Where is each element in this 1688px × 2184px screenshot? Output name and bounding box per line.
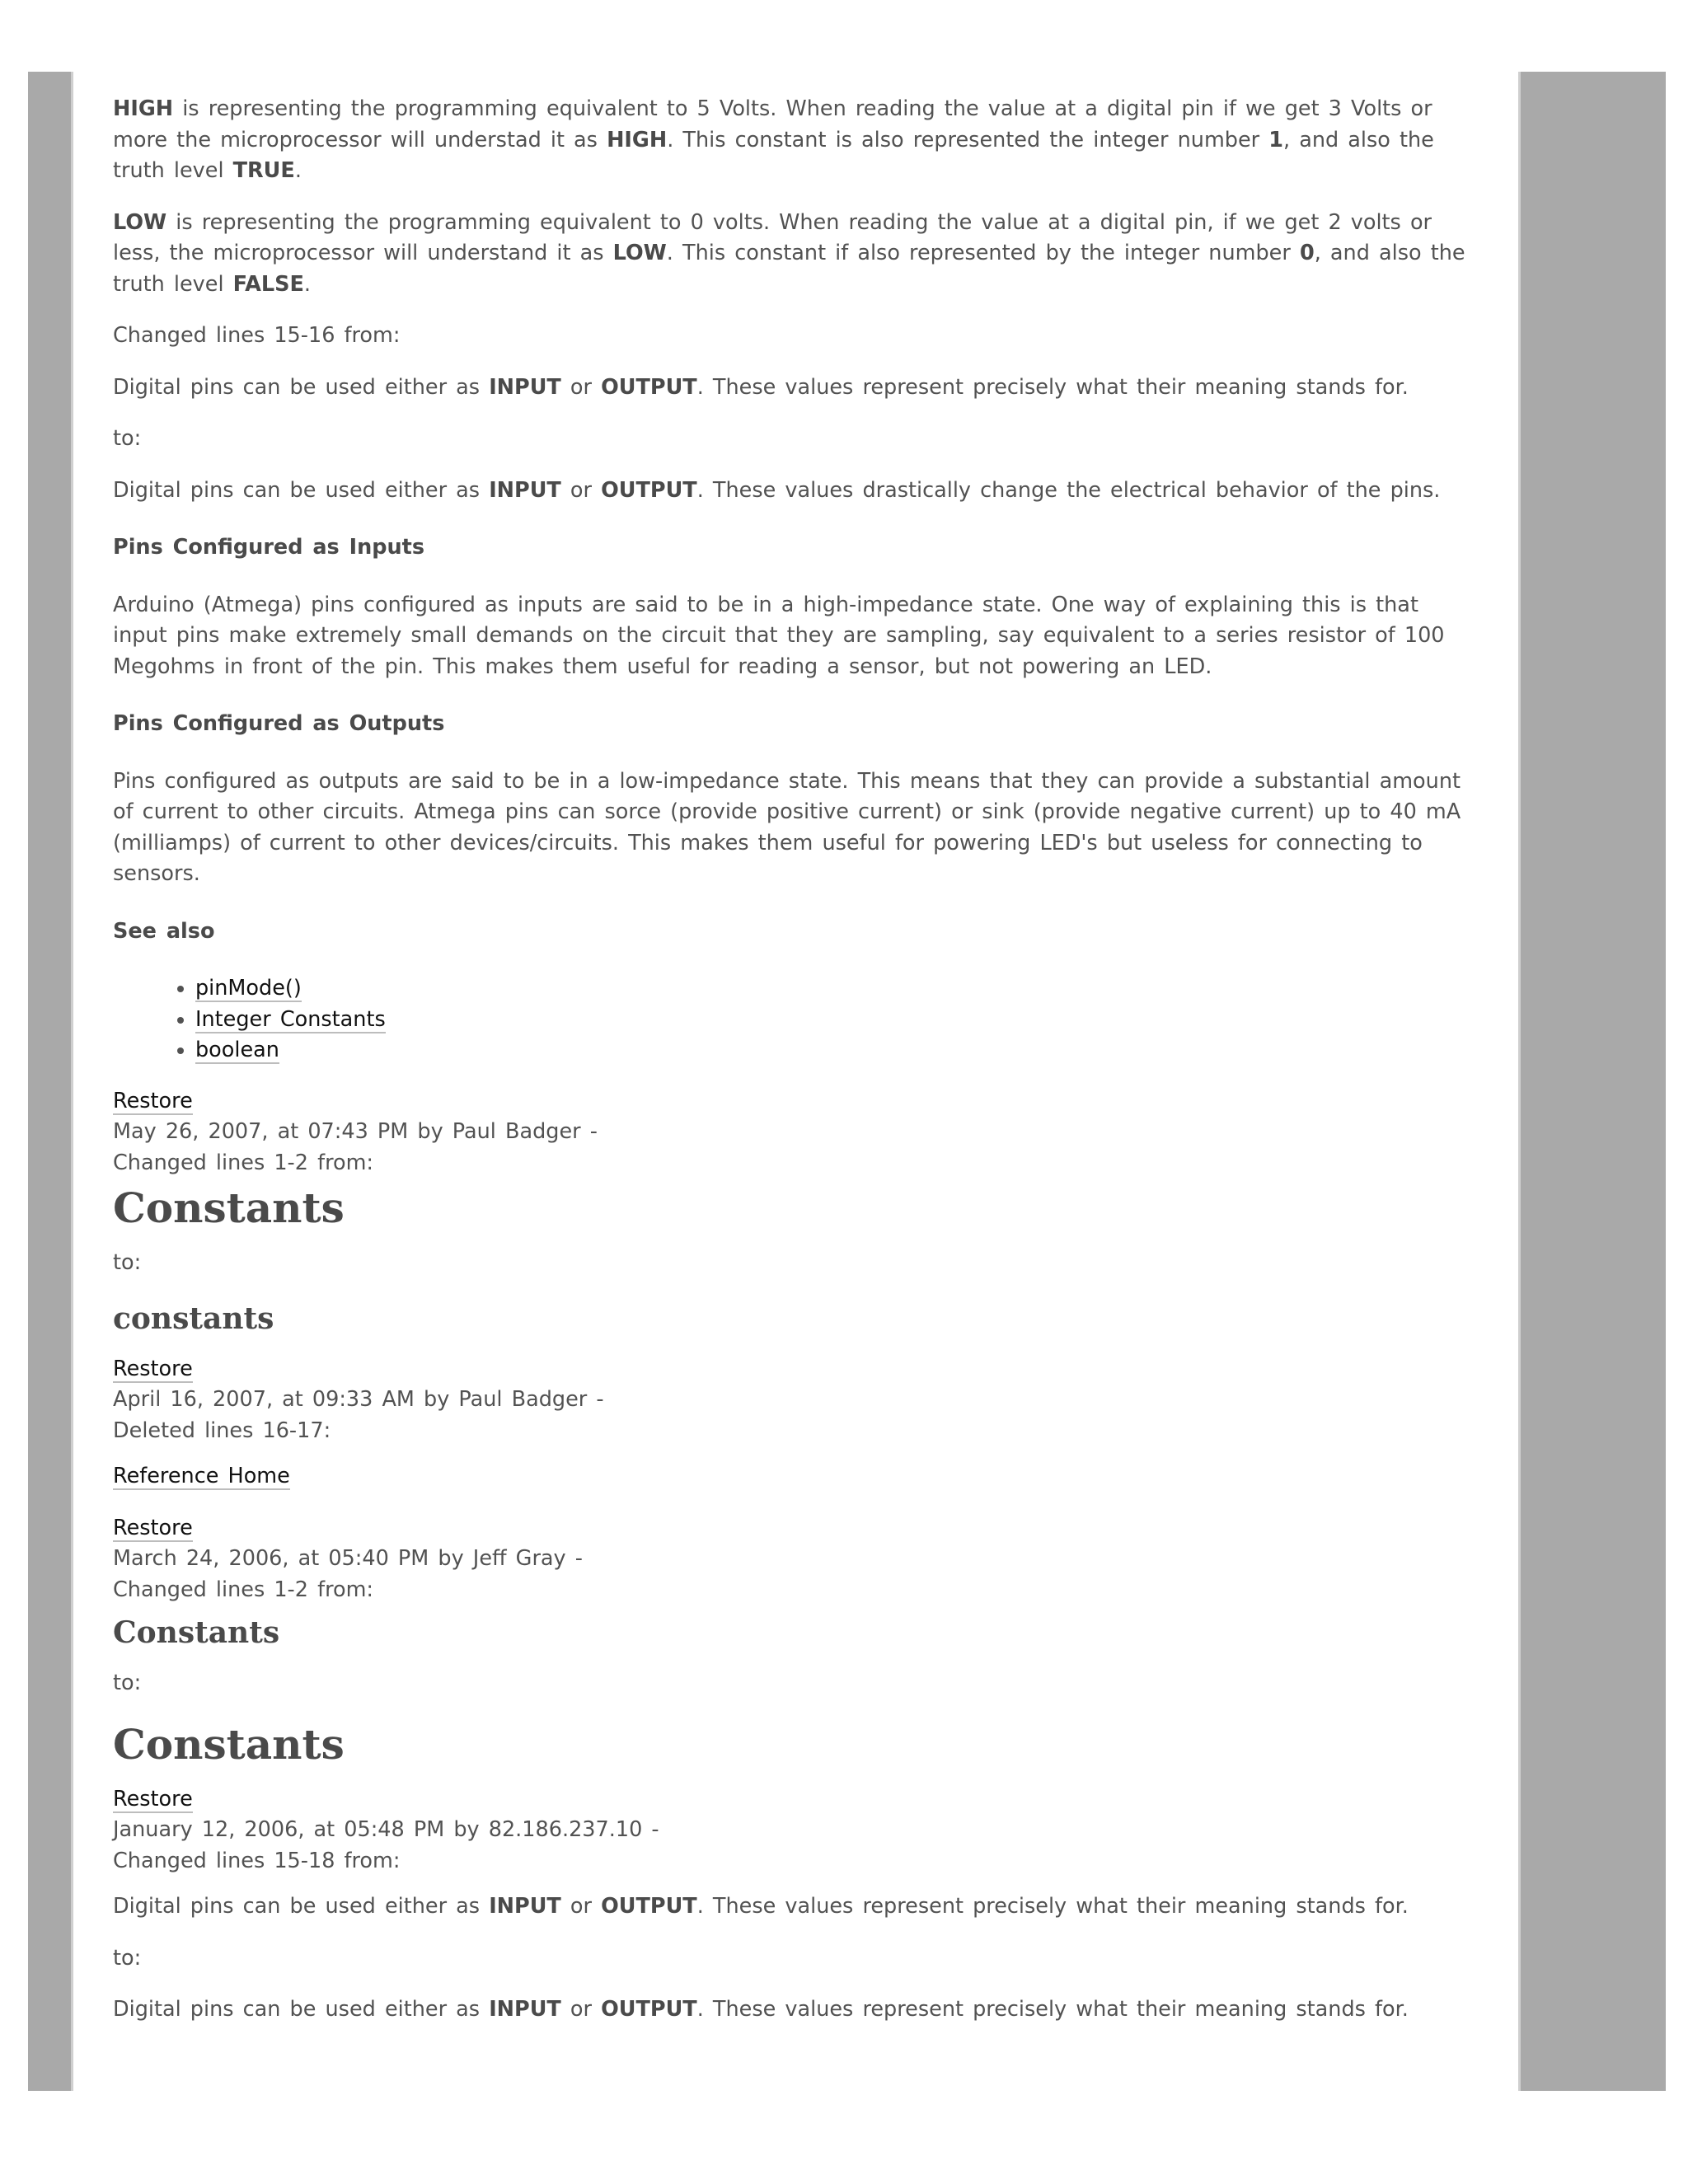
revision-meta: May 26, 2007, at 07:43 PM by Paul Badger - [113,1119,598,1144]
text-span: Digital pins can be used either as [113,374,490,400]
list-item [195,973,1477,1005]
text-span: or [560,374,602,400]
text-span: or [560,1894,602,1919]
keyword-zero: 0 [1299,241,1315,265]
keyword-input: INPUT [489,374,561,400]
keyword-low: LOW [113,209,167,235]
page-content [113,94,1477,2046]
revision-meta: January 12, 2006, at 05:48 PM by 82.186.237.10 - [113,1817,659,1842]
page-title-old: Constants [113,1183,345,1232]
text-span: Digital pins can be used either as [113,477,490,503]
text-span: Digital pins can be used either as [113,1997,490,2022]
keyword-output: OUTPUT [601,1894,697,1919]
page-title-new: constants [113,1301,274,1336]
revision-change: Changed lines 15-18 from: [113,1848,401,1873]
list-item [195,1035,1477,1066]
page-title-new: Constants [113,1719,345,1769]
restore-link[interactable]: Restore [113,1088,193,1113]
list-item [195,1005,1477,1036]
low-text-3: , and also the truth level [113,241,1465,297]
text-span: . These values represent precisely what their meaning stands for. [696,1997,1409,2022]
outputs-paragraph: Pins configured as outputs are said to be in a low-impedance state. This means that they can provide a substantial amount of current to other circuits. Atmega pins can sorce (provide positive current) or sink (provide negative current) up to 40 mA (milliamps) of current to other devices/circuits. This makes them useful for powering LED's but useless for connecting to sensors. [113,768,1461,886]
section-heading-outputs: Pins Configured as Outputs [113,711,445,736]
high-text-4: . [294,158,302,183]
change-note: Changed lines 15-16 from: [113,323,401,348]
section-heading-inputs: Pins Configured as Inputs [113,535,425,560]
revision-entry [113,1086,1477,1179]
restore-link[interactable]: Restore [113,1786,193,1811]
to-label: to: [113,1671,142,1695]
keyword-output: OUTPUT [601,374,697,400]
keyword-false: FALSE [232,271,304,297]
revision-meta: April 16, 2007, at 09:33 AM by Paul Badger - [113,1387,604,1412]
keyword-true: TRUE [232,158,295,183]
right-sidebar-bar [1518,72,1666,2091]
revision-entry [113,1784,1477,1877]
high-text-3: , and also the truth level [113,127,1434,183]
digital-pins-paragraph [113,373,1477,404]
text-span: . These values represent precisely what their meaning stands for. [696,1894,1409,1919]
digital-pins-paragraph [113,1994,1477,2026]
high-paragraph [113,94,1477,187]
inputs-paragraph: Arduino (Atmega) pins configured as inputs are said to be in a high-impedance state. One way of explaining this is that input pins make extremely small demands on the circuit that they are sampling, say equivalent to a series resistor of 100 Megohms in front of the pin. This makes them useful for reading a sensor, but not powering an LED. [113,592,1445,679]
section-heading-see-also: See also [113,918,215,944]
low-text-2: . This constant if also represented by the integer number [666,241,1300,265]
low-text-1: is representing the programming equivalent to 0 volts. When reading the value at a digital pin, if we get 2 volts or less, the microprocessor will understand it as [113,209,1432,265]
left-sidebar-bar [28,72,73,2091]
high-text-2: . This constant is also represented the integer number [667,127,1269,152]
keyword-one: 1 [1268,127,1284,152]
revision-change: Changed lines 1-2 from: [113,1577,374,1602]
restore-link[interactable]: Restore [113,1356,193,1381]
link-boolean[interactable]: boolean [195,1038,279,1062]
high-text-1: is representing the programming equivalent to 5 Volts. When reading the value at a digital pin if we get 3 Volts or more the microprocessor will understad it as [113,96,1432,152]
low-paragraph [113,208,1477,301]
to-label: to: [113,1250,142,1275]
see-also-list [113,973,1477,1066]
text-span: . These values drastically change the electrical behavior of the pins. [696,477,1441,503]
text-span: Digital pins can be used either as [113,1894,490,1919]
keyword-low: LOW [612,241,667,265]
revision-entry [113,1354,1477,1447]
reference-home-paragraph [113,1461,1477,1493]
digital-pins-paragraph [113,476,1477,507]
revision-change: Deleted lines 16-17: [113,1418,331,1443]
keyword-input: INPUT [489,1997,561,2022]
text-span: or [560,477,602,503]
keyword-input: INPUT [489,477,561,503]
revision-change: Changed lines 1-2 from: [113,1150,374,1175]
low-text-4: . [303,271,312,297]
link-reference-home[interactable]: Reference Home [113,1464,290,1488]
keyword-input: INPUT [489,1894,561,1919]
link-integer-constants[interactable]: Integer Constants [195,1006,386,1032]
page-title-old: Constants [113,1615,280,1650]
keyword-high: HIGH [607,127,668,152]
text-span: . These values represent precisely what their meaning stands for. [696,374,1409,400]
to-label: to: [113,426,142,451]
revision-meta: March 24, 2006, at 05:40 PM by Jeff Gray - [113,1546,583,1571]
digital-pins-paragraph [113,1891,1477,1923]
keyword-output: OUTPUT [601,1997,697,2022]
to-label: to: [113,1945,142,1971]
text-span: or [560,1997,602,2022]
link-pinmode[interactable]: pinMode() [195,976,302,1001]
keyword-output: OUTPUT [601,477,697,503]
keyword-high: HIGH [113,96,174,121]
revision-entry [113,1513,1477,1606]
restore-link[interactable]: Restore [113,1515,193,1540]
